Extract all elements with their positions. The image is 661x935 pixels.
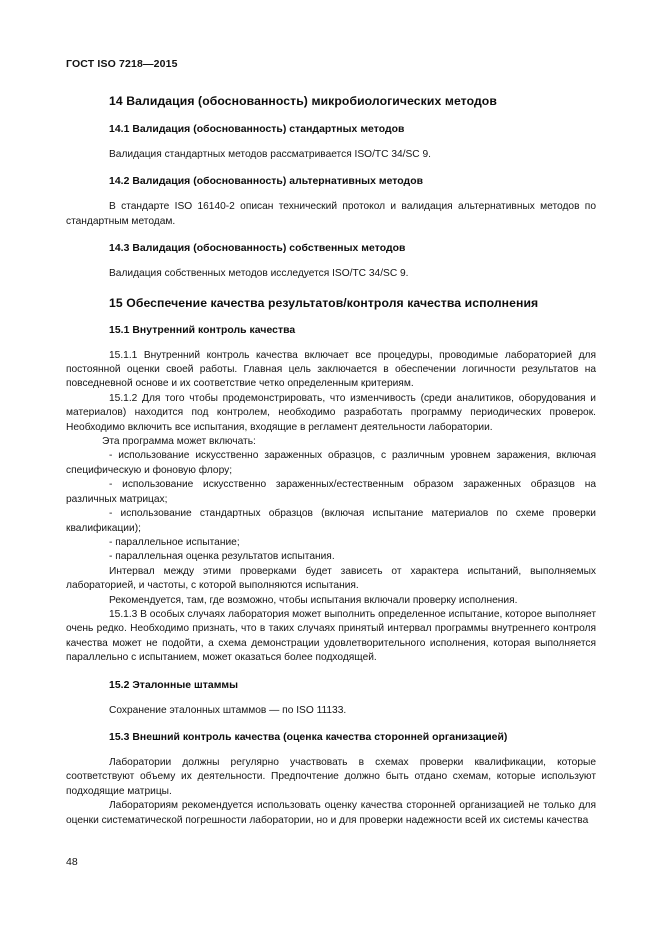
paragraph-group-15-3 — [66, 756, 596, 828]
paragraph-14-3-body: Валидация собственных методов исследуется ISO/TC 34/SC 9. — [109, 268, 409, 280]
heading-section-15-2: 15.2 Эталонные штаммы — [109, 679, 239, 691]
heading-section-14-1: 14.1 Валидация (обоснованность) стандартных методов — [109, 124, 405, 135]
list-item: - использование стандартных образцов (включая испытание материалов по схеме проверки квалификации); — [66, 508, 596, 534]
paragraph-15-1-2: 15.1.2 Для того чтобы продемонстрировать, что изменчивость (среди аналитиков, оборудования и материалов) находится под контролем, необходимо разработать программу периодических проверок. Необходимо включить все испытания, входящие в регламент деятельности лаборатории. — [66, 392, 596, 433]
paragraph-15-1-3: 15.1.3 В особых случаях лаборатория может выполнить определенное испытание, которое выполняет очень редко. Необходимо признать, что в таких случаях принятый интервал программы внутреннего контроля качества может не подойти, а схема демонстрации удовлетворительного исполнения, которая выполняется параллельно с испытанием, может оказаться более подходящей. — [66, 608, 596, 664]
list-item: - использование искусственно зараженных образцов, с различным уровнем заражения, включая специфическую и фоновую флору; — [66, 450, 596, 476]
heading-section-14-3: 14.3 Валидация (обоснованность) собственных методов — [109, 243, 406, 255]
paragraph-15-1-1: 15.1.1 Внутренний контроль качества включает все процедуры, проводимые лабораторией для постоянной оценки своей работы. Главная цель заключается в обеспечении логичности результатов на повседневной основе и их соответствие четко определенным критериям. — [66, 349, 596, 390]
heading-section-15-3: 15.3 Внешний контроль качества (оценка качества сторонней организацией) — [109, 731, 508, 743]
list-item: - использование искусственно зараженных/естественным образом зараженных образцов на различных матрицах; — [66, 479, 596, 505]
paragraph-interval: Интервал между этими проверками будет зависеть от характера испытаний, выполняемых лабораторией, и частоты, с которой выполняются испытания. — [66, 565, 596, 592]
paragraph-program-intro: Эта программа может включать: — [102, 436, 256, 448]
page-content — [66, 58, 596, 842]
heading-section-14: 14 Валидация (обоснованность) микробиологических методов — [109, 94, 497, 108]
page-number: 48 — [66, 856, 78, 868]
paragraph-14-2-body: В стандарте ISO 16140-2 описан технический протокол и валидация альтернативных методов по стандартным методам. — [66, 201, 596, 227]
heading-section-15-1: 15.1 Внутренний контроль качества — [109, 324, 296, 336]
paragraph-15-3-2: Лабораториям рекомендуется использовать оценку качества сторонней организацией не только для оценки систематической погрешности лаборатории, но и для проверки надежности всей их системы качества — [66, 800, 596, 826]
paragraph-group-15-1 — [66, 349, 596, 666]
paragraph-15-2-body: Сохранение эталонных штаммов — по ISO 11133. — [109, 704, 347, 716]
running-head: ГОСТ ISO 7218—2015 — [66, 58, 178, 70]
paragraph-14-1-body: Валидация стандартных методов рассматривается ISO/TC 34/SC 9. — [109, 149, 431, 160]
paragraph-15-3-1: Лаборатории должны регулярно участвовать в схемах проверки квалификации, которые соответствуют объему их деятельности. Предпочтение должно быть отдано схемам, которые используют подходящие матрицы. — [66, 756, 596, 797]
heading-section-14-2: 14.2 Валидация (обоснованность) альтернативных методов — [109, 176, 424, 188]
list-item: - параллельная оценка результатов испытания. — [109, 551, 335, 563]
paragraph-recommendation: Рекомендуется, там, где возможно, чтобы испытания включали проверку исполнения. — [109, 594, 518, 606]
heading-section-15: 15 Обеспечение качества результатов/контроля качества исполнения — [109, 295, 539, 310]
list-item: - параллельное испытание; — [109, 536, 240, 548]
